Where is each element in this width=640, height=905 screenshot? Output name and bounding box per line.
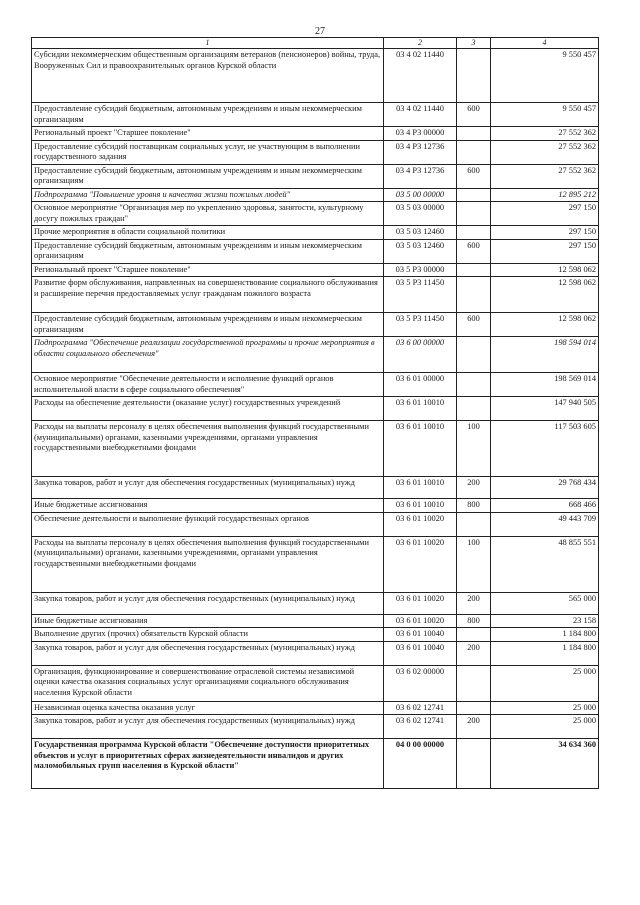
row-amount: 297 150 (491, 202, 599, 226)
row-amount: 198 569 014 (491, 373, 599, 397)
table-row (32, 127, 599, 141)
row-name: Предоставление субсидий бюджетным, автономным учреждениям и иным некоммерческим организациям (32, 313, 384, 337)
row-name: Предоставление субсидий поставщикам социальных услуг, не участвующим в выполнении государственного задания (32, 140, 384, 164)
row-code: 03 6 00 00000 (384, 337, 457, 373)
row-name: Иные бюджетные ассигнования (32, 614, 384, 628)
row-amount: 25 000 (491, 701, 599, 715)
table-row (32, 665, 599, 701)
table-row (32, 499, 599, 513)
row-name: Закупка товаров, работ и услуг для обеспечения государственных (муниципальных) нужд (32, 592, 384, 614)
row-code: 03 6 01 10010 (384, 477, 457, 499)
row-amount: 297 150 (491, 239, 599, 263)
table-row (32, 614, 599, 628)
row-expense-type (457, 739, 491, 789)
row-code: 03 6 01 10020 (384, 512, 457, 536)
row-name: Закупка товаров, работ и услуг для обеспечения государственных (муниципальных) нужд (32, 641, 384, 665)
row-amount: 25 000 (491, 665, 599, 701)
table-row (32, 103, 599, 127)
row-amount: 12 598 062 (491, 277, 599, 313)
row-amount: 198 594 014 (491, 337, 599, 373)
header-col-2: 2 (384, 38, 457, 49)
table-row (32, 628, 599, 642)
row-name: Закупка товаров, работ и услуг для обеспечения государственных (муниципальных) нужд (32, 477, 384, 499)
row-name: Предоставление субсидий бюджетным, автономным учреждениям и иным некоммерческим организациям (32, 239, 384, 263)
row-name: Расходы на выплаты персоналу в целях обеспечения выполнения функций государственными (муниципальными) органами, казенными учреждениями, органами управления государственными внебюджетными фондами (32, 421, 384, 477)
row-code: 03 4 P3 12736 (384, 140, 457, 164)
row-code: 03 6 02 12741 (384, 701, 457, 715)
row-amount: 9 550 457 (491, 49, 599, 103)
row-code: 03 6 01 10040 (384, 641, 457, 665)
row-code: 03 6 01 10020 (384, 614, 457, 628)
row-code: 03 6 01 10010 (384, 397, 457, 421)
row-name: Субсидии некоммерческим общественным организациям ветеранов (пенсионеров) войны, труда, Вооруженных Сил и правоохранительных органов Курской области (32, 49, 384, 103)
table-row (32, 239, 599, 263)
row-amount: 49 443 709 (491, 512, 599, 536)
row-expense-type (457, 202, 491, 226)
row-expense-type (457, 226, 491, 240)
row-code: 04 0 00 00000 (384, 739, 457, 789)
row-amount: 147 940 505 (491, 397, 599, 421)
row-expense-type (457, 188, 491, 202)
row-code: 03 6 01 10010 (384, 499, 457, 513)
table-row (32, 715, 599, 739)
row-code: 03 4 02 11440 (384, 103, 457, 127)
row-name: Прочие мероприятия в области социальной политики (32, 226, 384, 240)
row-amount: 1 184 800 (491, 628, 599, 642)
row-amount: 12 598 062 (491, 263, 599, 277)
budget-table (31, 37, 599, 789)
row-expense-type (457, 263, 491, 277)
row-amount: 34 634 360 (491, 739, 599, 789)
row-code: 03 6 01 10010 (384, 421, 457, 477)
row-amount: 12 895 212 (491, 188, 599, 202)
row-amount: 668 466 (491, 499, 599, 513)
page-number: 27 (315, 26, 325, 37)
row-expense-type: 100 (457, 421, 491, 477)
table-row (32, 477, 599, 499)
row-name: Расходы на обеспечение деятельности (оказание услуг) государственных учреждений (32, 397, 384, 421)
row-amount: 297 150 (491, 226, 599, 240)
row-name: Подпрограмма "Обеспечение реализации государственной программы и прочие мероприятия в области социального обеспечения" (32, 337, 384, 373)
row-expense-type: 100 (457, 536, 491, 592)
row-name: Закупка товаров, работ и услуг для обеспечения государственных (муниципальных) нужд (32, 715, 384, 739)
table-row (32, 140, 599, 164)
row-name: Обеспечение деятельности и выполнение функций государственных органов (32, 512, 384, 536)
table-row (32, 641, 599, 665)
row-expense-type (457, 628, 491, 642)
row-code: 03 6 01 10020 (384, 536, 457, 592)
row-code: 03 5 P3 00000 (384, 263, 457, 277)
row-expense-type (457, 277, 491, 313)
row-amount: 12 598 062 (491, 313, 599, 337)
table-row (32, 536, 599, 592)
row-code: 03 6 01 10040 (384, 628, 457, 642)
table-row (32, 337, 599, 373)
row-expense-type: 800 (457, 614, 491, 628)
row-name: Подпрограмма "Повышение уровня и качества жизни пожилых людей" (32, 188, 384, 202)
row-name: Предоставление субсидий бюджетным, автономным учреждениям и иным некоммерческим организациям (32, 103, 384, 127)
row-amount: 565 000 (491, 592, 599, 614)
row-name: Предоставление субсидий бюджетным, автономным учреждениям и иным некоммерческим организациям (32, 164, 384, 188)
row-code: 03 6 02 00000 (384, 665, 457, 701)
row-name: Основное мероприятие "Обеспечение деятельности и исполнение функций органов исполнительной власти в сфере социального обеспечения" (32, 373, 384, 397)
row-code: 03 5 00 00000 (384, 188, 457, 202)
table-row (32, 49, 599, 103)
table-row (32, 226, 599, 240)
row-code: 03 4 P3 12736 (384, 164, 457, 188)
row-code: 03 6 01 00000 (384, 373, 457, 397)
row-amount: 48 855 551 (491, 536, 599, 592)
row-code: 03 5 03 12460 (384, 239, 457, 263)
row-expense-type: 200 (457, 715, 491, 739)
row-expense-type (457, 373, 491, 397)
row-code: 03 4 02 11440 (384, 49, 457, 103)
row-name: Иные бюджетные ассигнования (32, 499, 384, 513)
table-row (32, 188, 599, 202)
table-row (32, 373, 599, 397)
row-name: Государственная программа Курской области "Обеспечение доступности приоритетных объектов и услуг в приоритетных сферах жизнедеятельности инвалидов и других маломобильных групп населения в Курской области" (32, 739, 384, 789)
row-amount: 25 000 (491, 715, 599, 739)
row-name: Независимая оценка качества оказания услуг (32, 701, 384, 715)
row-name: Организация, функционирование и совершенствование отраслевой системы независимой оценки качества оказания социальных услуг организациями социального обслуживания населения Курской области (32, 665, 384, 701)
table-row (32, 701, 599, 715)
row-expense-type: 800 (457, 499, 491, 513)
header-row (32, 38, 599, 49)
row-expense-type (457, 512, 491, 536)
row-name: Расходы на выплаты персоналу в целях обеспечения выполнения функций государственными (муниципальными) органами, казенными учреждениями, органами управления государственными внебюджетными фондами (32, 536, 384, 592)
row-expense-type: 600 (457, 239, 491, 263)
row-amount: 29 768 434 (491, 477, 599, 499)
row-amount: 23 158 (491, 614, 599, 628)
table-row (32, 202, 599, 226)
row-expense-type: 200 (457, 477, 491, 499)
row-code: 03 4 P3 00000 (384, 127, 457, 141)
row-name: Выполнение других (прочих) обязательств Курской области (32, 628, 384, 642)
row-code: 03 5 P3 11450 (384, 277, 457, 313)
table-row (32, 263, 599, 277)
header-col-3: 3 (457, 38, 491, 49)
row-code: 03 6 02 12741 (384, 715, 457, 739)
row-code: 03 6 01 10020 (384, 592, 457, 614)
table-row (32, 277, 599, 313)
header-col-1: 1 (32, 38, 384, 49)
row-name: Развитие форм обслуживания, направленных на совершенствование социального обслуживания и расширение перечня предоставляемых услуг гражданам пожилого возраста (32, 277, 384, 313)
row-amount: 1 184 800 (491, 641, 599, 665)
header-col-4: 4 (491, 38, 599, 49)
row-expense-type: 200 (457, 592, 491, 614)
row-expense-type (457, 127, 491, 141)
row-expense-type: 600 (457, 164, 491, 188)
row-name: Региональный проект "Старшее поколение" (32, 263, 384, 277)
row-name: Региональный проект "Старшее поколение" (32, 127, 384, 141)
row-code: 03 5 03 12460 (384, 226, 457, 240)
row-amount: 27 552 362 (491, 127, 599, 141)
row-amount: 9 550 457 (491, 103, 599, 127)
table-row (32, 512, 599, 536)
table-row (32, 313, 599, 337)
table-row (32, 592, 599, 614)
row-expense-type: 600 (457, 103, 491, 127)
table-row (32, 164, 599, 188)
row-expense-type (457, 397, 491, 421)
row-code: 03 5 P3 11450 (384, 313, 457, 337)
row-expense-type (457, 140, 491, 164)
row-amount: 27 552 362 (491, 164, 599, 188)
row-expense-type (457, 337, 491, 373)
row-amount: 117 503 605 (491, 421, 599, 477)
row-name: Основное мероприятие "Организация мер по укреплению здоровья, занятости, культурному досугу пожилых граждан" (32, 202, 384, 226)
row-expense-type (457, 701, 491, 715)
row-code: 03 5 03 00000 (384, 202, 457, 226)
row-expense-type: 200 (457, 641, 491, 665)
row-expense-type: 600 (457, 313, 491, 337)
row-expense-type (457, 665, 491, 701)
row-expense-type (457, 49, 491, 103)
table-row (32, 421, 599, 477)
row-amount: 27 552 362 (491, 140, 599, 164)
table-row (32, 397, 599, 421)
table-row (32, 739, 599, 789)
